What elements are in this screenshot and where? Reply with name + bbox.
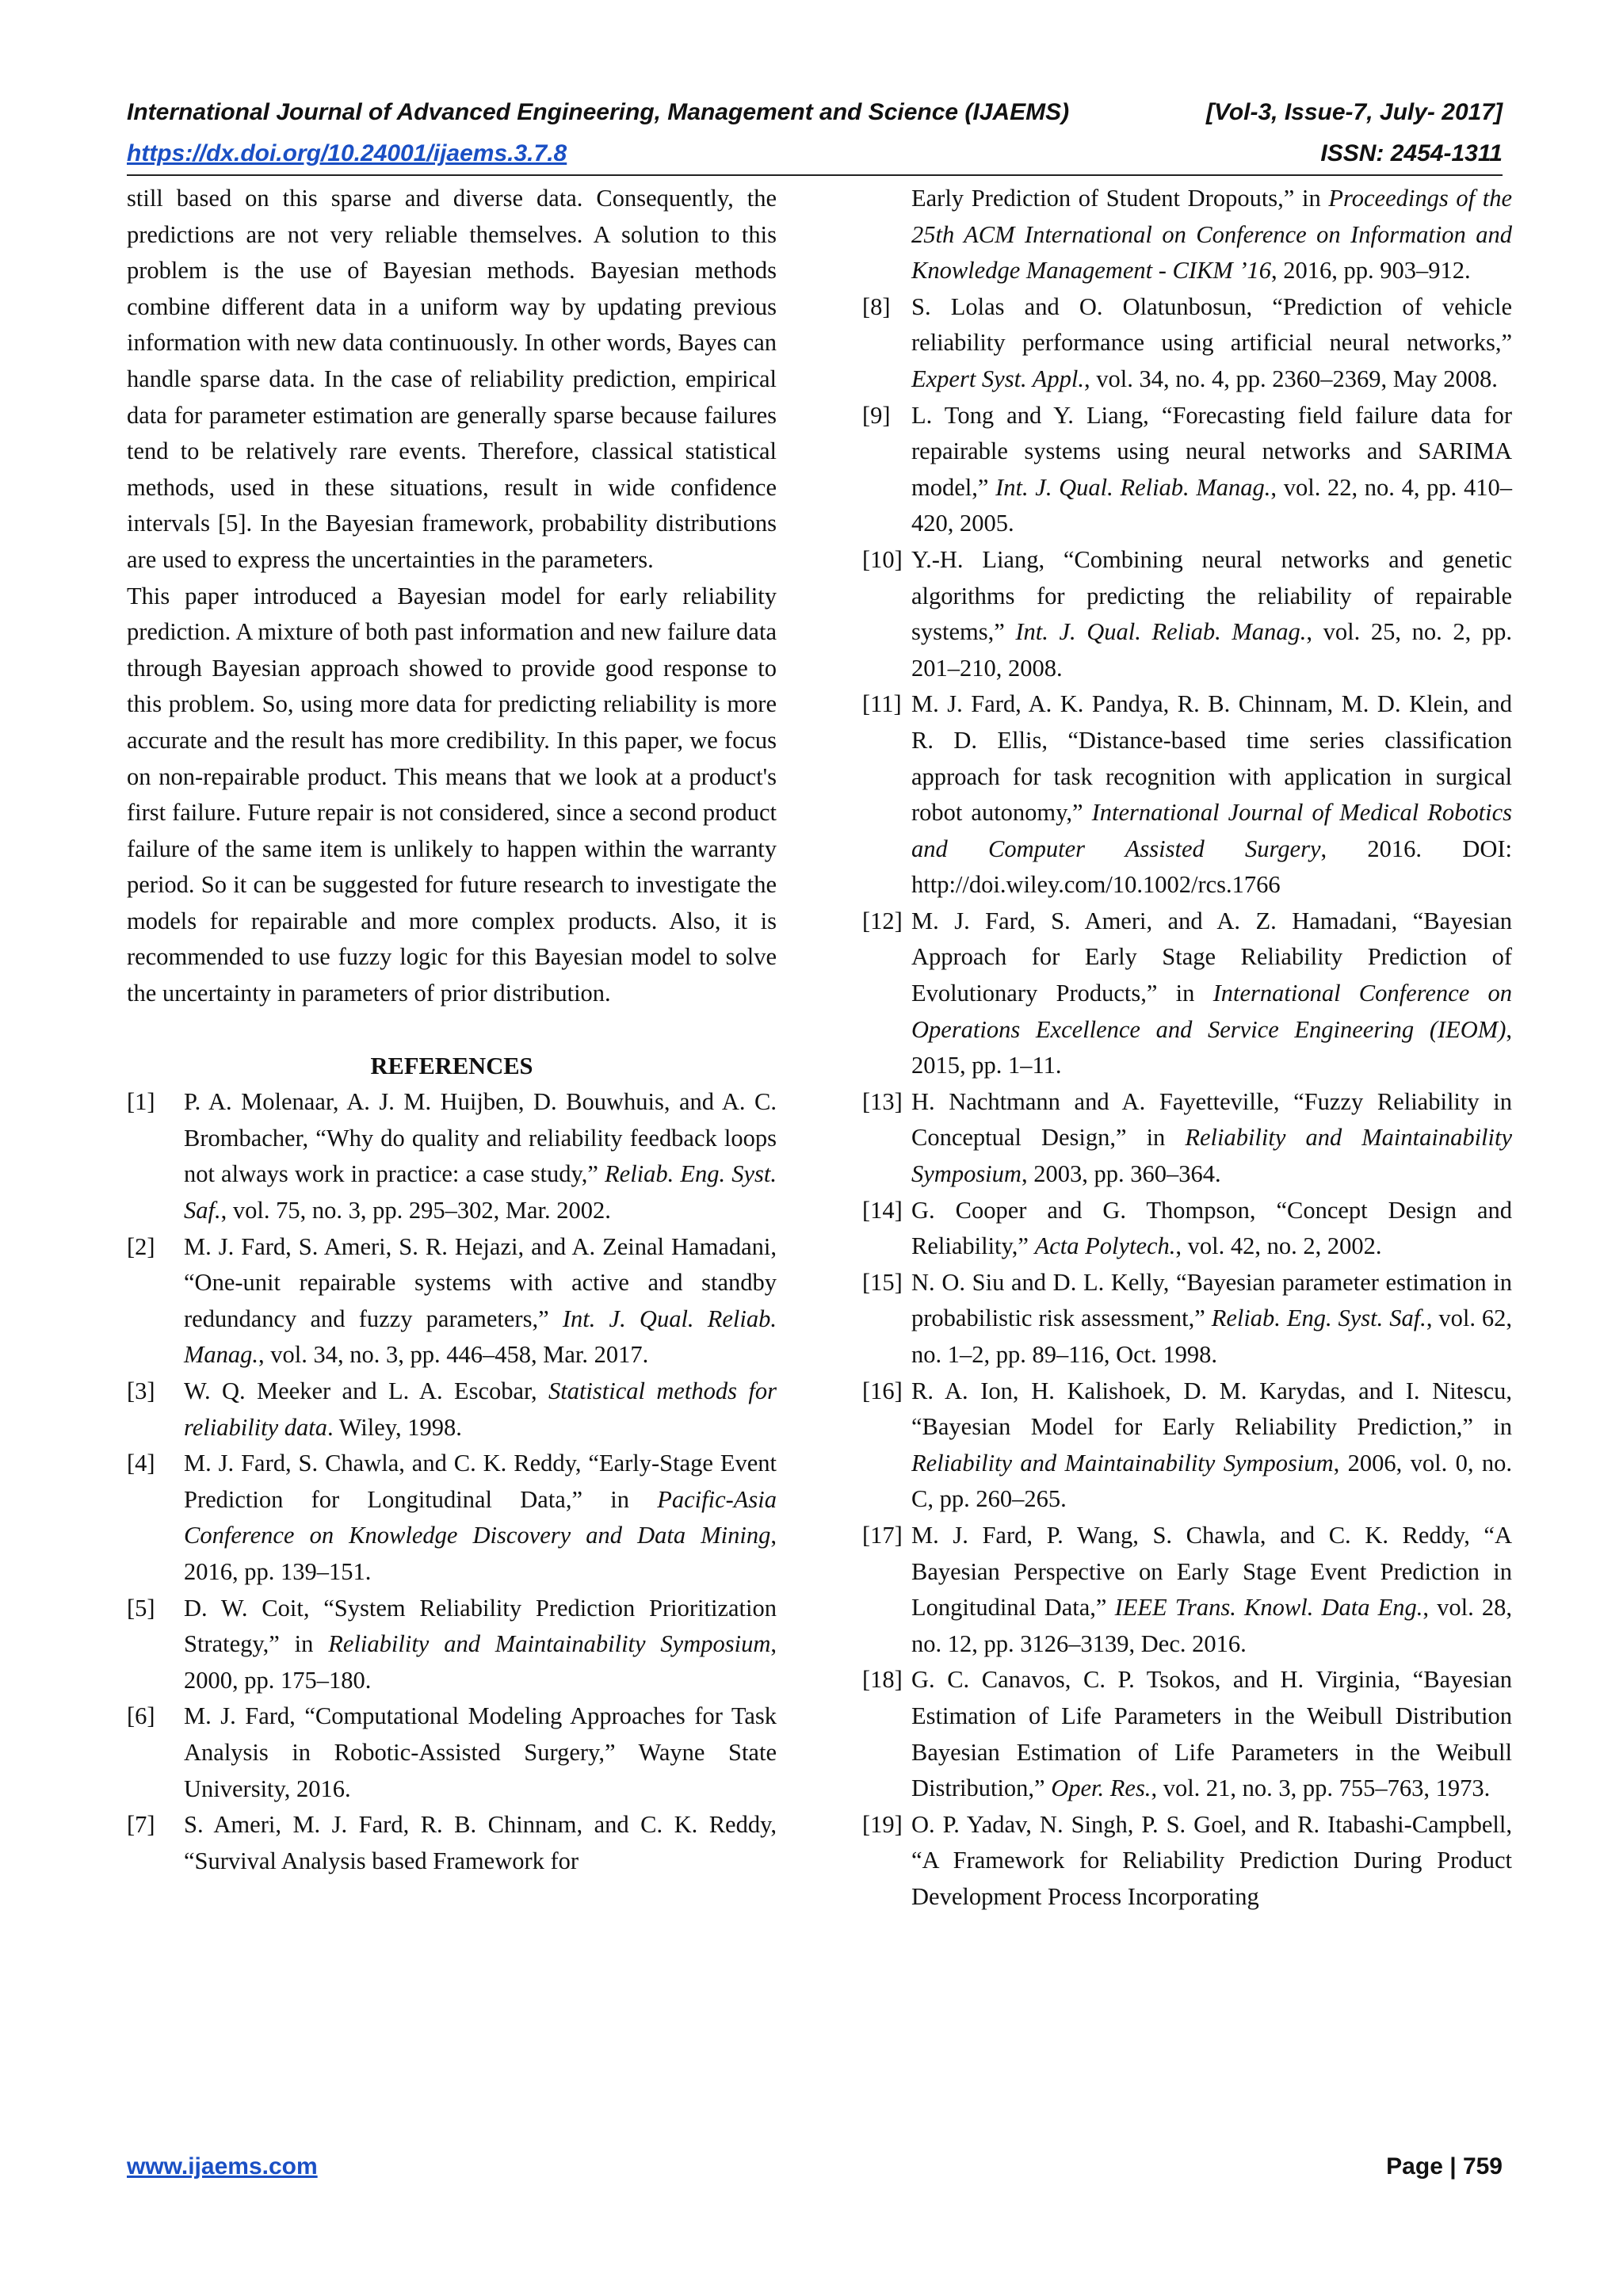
reference-text: D. W. Coit, “System Reliability Prediction Prioritization Strategy,” in Reliability and Maintainability Symposium, 2000, pp. 175–180.: [184, 1594, 777, 1694]
reference-number: [19]: [862, 1810, 903, 1838]
reference-text: P. A. Molenaar, A. J. M. Huijben, D. Bouwhuis, and A. C. Brombacher, “Why do quality and reliability feedback loops not always work in practice: a case study,” Reliab. Eng. Syst. Saf., vol. 75, no. 3, pp. 295–302, Mar. 2002.: [184, 1088, 777, 1224]
reference-number: [12]: [862, 907, 903, 934]
reference-11: [862, 686, 1512, 904]
reference-number: [11]: [862, 690, 902, 718]
reference-text: S. Ameri, M. J. Fard, R. B. Chinnam, and C. K. Reddy, “Survival Analysis based Framework for: [184, 1811, 777, 1874]
reference-text: O. P. Yadav, N. Singh, P. S. Goel, and R. Itabashi-Campbell, “A Framework for Reliability Prediction During Product Development Process Incorporating: [911, 1810, 1512, 1910]
reference-15: [862, 1265, 1512, 1373]
reference-number: [10]: [862, 545, 903, 573]
journal-title: International Journal of Advanced Engineering, Management and Science (IJAEMS): [127, 99, 1070, 125]
reference-number: [16]: [862, 1377, 903, 1404]
reference-13: [862, 1084, 1512, 1193]
reference-text: N. O. Siu and D. L. Kelly, “Bayesian parameter estimation in probabilistic risk assessment,” Reliab. Eng. Syst. Saf., vol. 62, no. 1–2, pp. 89–116, Oct. 1998.: [911, 1268, 1513, 1368]
references-heading: REFERENCES: [370, 1052, 533, 1079]
reference-text: M. J. Fard, P. Wang, S. Chawla, and C. K. Reddy, “A Bayesian Perspective on Early Stage Event Prediction in Longitudinal Data,” IEEE Trans. Knowl. Data Eng., vol. 28, no. 12, pp. 3126–3139, Dec. 2016.: [911, 1521, 1512, 1657]
reference-19: [862, 1807, 1512, 1916]
reference-text: M. J. Fard, S. Ameri, and A. Z. Hamadani, “Bayesian Approach for Early Stage Reliability Prediction of Evolutionary Products,” in International Conference on Operations Excellence and Service Engineering (IEOM), 2015, pp. 1–11.: [911, 907, 1512, 1079]
volume-info: [Vol-3, Issue-7, July- 2017]: [1205, 99, 1503, 125]
reference-number: [1]: [127, 1088, 155, 1116]
reference-5: [127, 1591, 777, 1699]
reference-text: G. Cooper and G. Thompson, “Concept Design and Reliability,” Acta Polytech., vol. 42, no. 2, 2002.: [911, 1196, 1512, 1260]
reference-7: [127, 1807, 777, 1879]
reference-18: [862, 1662, 1512, 1806]
page-footer: [127, 2151, 1503, 2183]
reference-12: [862, 904, 1512, 1084]
reference-text: Y.-H. Liang, “Combining neural networks and genetic algorithms for predicting the reliability of repairable systems,” Int. J. Qual. Reliab. Manag., vol. 25, no. 2, pp. 201–210, 2008.: [911, 545, 1512, 682]
reference-number: [9]: [862, 401, 891, 429]
running-header: [127, 97, 1503, 128]
reference-4: [127, 1446, 777, 1590]
reference-number: [15]: [862, 1268, 903, 1296]
website-link[interactable]: www.ijaems.com: [127, 2153, 318, 2179]
reference-7-continued: Early Prediction of Student Dropouts,” in Proceedings of the 25th ACM International on Conference on Information and Knowledge Management - CIKM ’16, 2016, pp. 903–912.: [911, 185, 1512, 285]
reference-3: [127, 1373, 777, 1446]
reference-8: [862, 289, 1512, 398]
reference-text: H. Nachtmann and A. Fayetteville, “Fuzzy Reliability in Conceptual Design,” in Reliability and Maintainability Symposium, 2003, pp. 360–364.: [911, 1087, 1512, 1188]
reference-6: [127, 1698, 777, 1807]
reference-text: R. A. Ion, H. Kalishoek, D. M. Karydas, and I. Nitescu, “Bayesian Model for Early Reliability Prediction,” in Reliability and Maintainability Symposium, 2006, vol. 0, no. C, pp. 260–265.: [911, 1377, 1512, 1513]
reference-text: S. Lolas and O. Olatunbosun, “Prediction of vehicle reliability performance using artificial neural networks,” Expert Syst. Appl., vol. 34, no. 4, pp. 2360–2369, May 2008.: [911, 292, 1512, 392]
body-paragraph-1: still based on this sparse and diverse data. Consequently, the predictions are not very reliable themselves. A solution to this problem is the use of Bayesian methods. Bayesian methods combine different data in a uniform way by updating previous information with new data continuously. In other words, Bayes can handle sparse data. In the case of reliability prediction, empirical data for parameter estimation are generally sparse because failures tend to be relatively rare events. Therefore, classical statistical methods, used in these situations, result in wide confidence intervals [5]. In the Bayesian framework, probability distributions are used to express the uncertainties in the parameters.: [127, 185, 777, 573]
reference-number: [5]: [127, 1594, 155, 1622]
reference-number: [4]: [127, 1450, 155, 1477]
header-rule: [127, 174, 1503, 176]
body-paragraph-2: This paper introduced a Bayesian model for early reliability prediction. A mixture of both past information and new failure data through Bayesian approach showed to provide good response to this problem. So, using more data for predicting reliability is more accurate and the result has more credibility. In this paper, we focus on non-repairable product. This means that we look at a product's first failure. Future repair is not considered, since a second product failure of the same item is unlikely to happen within the warranty period. So it can be suggested for future research to investigate the models for repairable and more complex products. Also, it is recommended to use fuzzy logic for this Bayesian model to solve the uncertainty in parameters of prior distribution.: [127, 582, 777, 1007]
reference-number: [18]: [862, 1666, 903, 1694]
issn: ISSN: 2454-1311: [1320, 140, 1503, 166]
reference-10: [862, 542, 1512, 686]
reference-17: [862, 1518, 1512, 1662]
reference-number: [2]: [127, 1232, 155, 1260]
reference-text: M. J. Fard, S. Chawla, and C. K. Reddy, “Early-Stage Event Prediction for Longitudinal Data,” in Pacific-Asia Conference on Knowledge Discovery and Data Mining, 2016, pp. 139–151.: [184, 1450, 777, 1585]
reference-16: [862, 1373, 1512, 1518]
reference-number: [17]: [862, 1521, 903, 1549]
reference-text: M. J. Fard, S. Ameri, S. R. Hejazi, and A. Zeinal Hamadani, “One-unit repairable systems with active and standby redundancy and fuzzy parameters,” Int. J. Qual. Reliab. Manag., vol. 34, no. 3, pp. 446–458, Mar. 2017.: [184, 1232, 777, 1369]
reference-number: [7]: [127, 1811, 155, 1839]
left-column: [127, 181, 777, 1879]
reference-text: W. Q. Meeker and L. A. Escobar, Statistical methods for reliability data. Wiley, 1998.: [184, 1377, 777, 1441]
reference-number: [14]: [862, 1196, 903, 1224]
reference-number: [3]: [127, 1377, 155, 1404]
reference-text: M. J. Fard, “Computational Modeling Approaches for Task Analysis in Robotic-Assisted Surgery,” Wayne State University, 2016.: [184, 1702, 777, 1802]
reference-number: [6]: [127, 1702, 155, 1730]
reference-text: G. C. Canavos, C. P. Tsokos, and H. Virginia, “Bayesian Estimation of Life Parameters in the Weibull Distribution Bayesian Estimation of Life Parameters in the Weibull Distribution,” Oper. Res., vol. 21, no. 3, pp. 755–763, 1973.: [911, 1666, 1512, 1802]
reference-number: [13]: [862, 1087, 903, 1115]
doi-link[interactable]: https://dx.doi.org/10.24001/ijaems.3.7.8: [127, 140, 567, 166]
reference-9: [862, 398, 1512, 542]
right-column: [862, 181, 1512, 1916]
reference-1: [127, 1084, 777, 1228]
reference-text: M. J. Fard, A. K. Pandya, R. B. Chinnam, M. D. Klein, and R. D. Ellis, “Distance-based time series classification approach for task recognition with application in surgical robot autonomy,” International Journal of Medical Robotics and Computer Assisted Surgery, 2016. DOI: http://doi.wiley.com/10.1002/rcs.1766: [911, 690, 1512, 899]
reference-14: [862, 1193, 1512, 1265]
reference-text: L. Tong and Y. Liang, “Forecasting field failure data for repairable systems using neural networks and SARIMA model,” Int. J. Qual. Reliab. Manag., vol. 22, no. 4, pp. 410–420, 2005.: [911, 401, 1512, 537]
reference-2: [127, 1229, 777, 1373]
page-number: Page | 759: [1386, 2153, 1503, 2179]
reference-number: [8]: [862, 292, 891, 320]
running-header-second-line: [127, 138, 1503, 170]
